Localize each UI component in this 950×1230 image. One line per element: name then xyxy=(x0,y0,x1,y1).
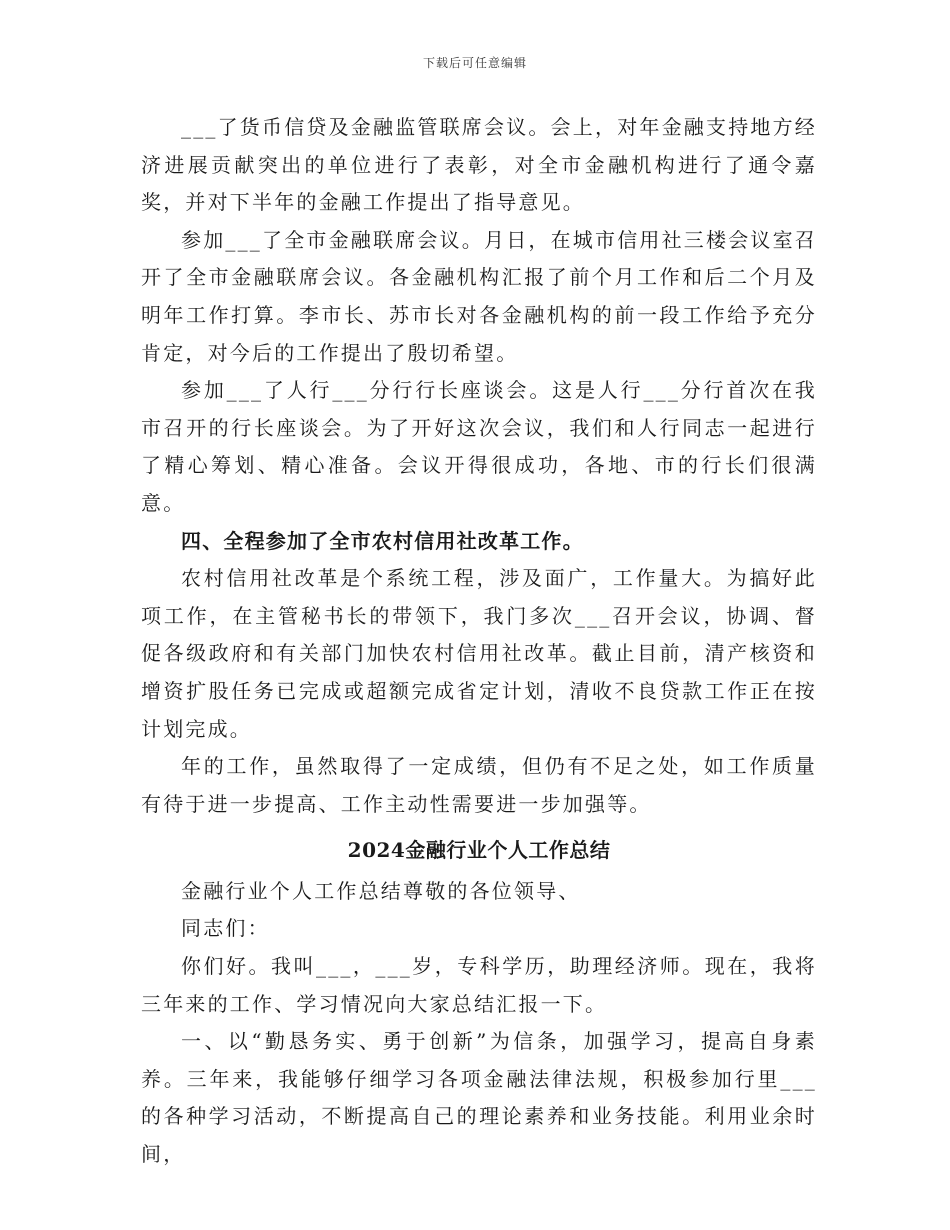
paragraph-8: 同志们： xyxy=(181,916,270,941)
document-body xyxy=(141,109,817,1174)
paragraph-5: 农村信用社改革是个系统工程，涉及面广，工作量大。为搞好此项工作，在主管秘书长的带领下，我门多次___召开会议，协调、督促各级政府和有关部门加快农村信用社改革。截止目前，清产核资和增资扩股任务已完成或超额完成省定计划，清收不良贷款工作正在按计划完成。 xyxy=(141,566,817,741)
paragraph-1: ___了货币信贷及金融监管联席会议。会上，对年金融支持地方经济进展贡献突出的单位进行了表彰，对全市金融机构进行了通令嘉奖，并对下半年的金融工作提出了指导意见。 xyxy=(141,115,817,215)
page-header-note: 下载后可任意编辑 xyxy=(422,56,527,70)
section-heading-4: 四、全程参加了全市农村信用社改革工作。 xyxy=(181,528,584,553)
paragraph-10: 一、以“勤恳务实、勇于创新”为信条，加强学习，提高自身素养。三年来，我能够仔细学习各项金融法律法规，积极参加行里___的各种学习活动，不断提高自己的理论素养和业务技能。利用业余时间， xyxy=(141,1029,817,1167)
paragraph-2: 参加___了全市金融联席会议。月日，在城市信用社三楼会议室召开了全市金融联席会议。各金融机构汇报了前个月工作和后二个月及明年工作打算。李市长、苏市长对各金融机构的前一段工作给予充分肯定，对今后的工作提出了殷切希望。 xyxy=(141,227,817,365)
paragraph-6: 年的工作，虽然取得了一定成绩，但仍有不足之处，如工作质量有待于进一步提高、工作主动性需要进一步加强等。 xyxy=(141,754,817,816)
paragraph-7: 金融行业个人工作总结尊敬的各位领导、 xyxy=(181,878,581,903)
paragraph-9: 你们好。我叫___，___岁，专科学历，助理经济师。现在，我将三年来的工作、学习情况向大家总结汇报一下。 xyxy=(141,954,817,1016)
paragraph-3: 参加___了人行___分行行长座谈会。这是人行___分行首次在我市召开的行长座谈会。为了开好这次会议，我们和人行同志一起进行了精心筹划、精心准备。会议开得很成功，各地、市的行长们很满意。 xyxy=(141,378,817,515)
document-title: 2024金融行业个人工作总结 xyxy=(347,838,611,863)
